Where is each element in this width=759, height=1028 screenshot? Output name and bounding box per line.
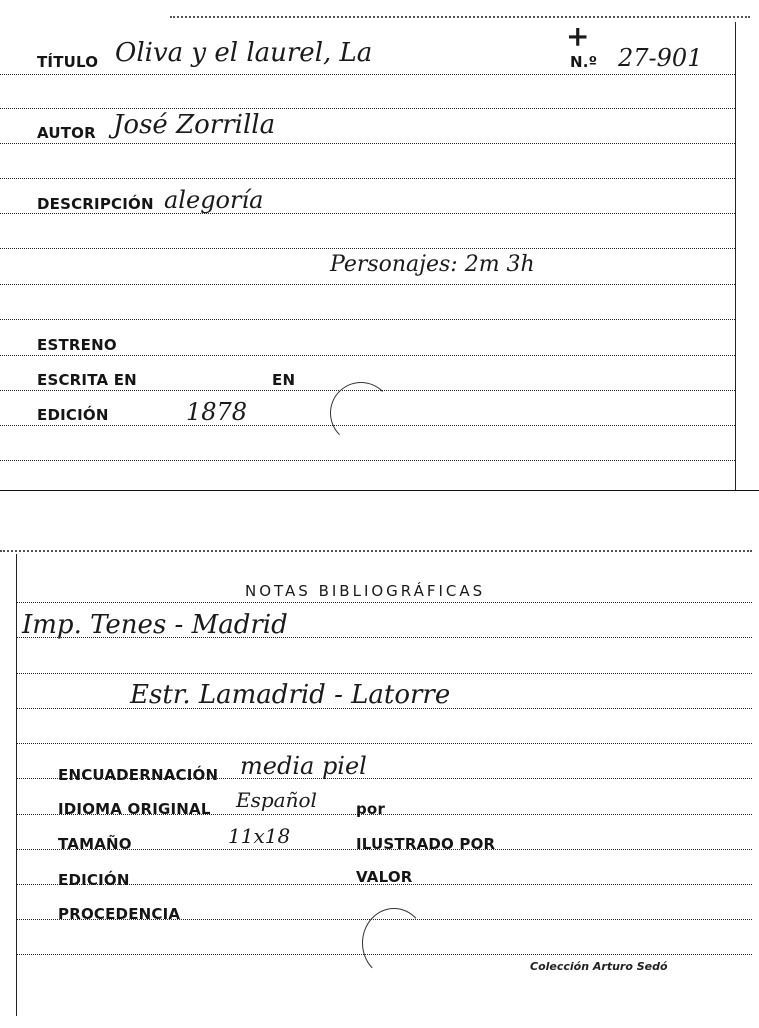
rule [0, 74, 735, 75]
card-right-border [735, 22, 736, 490]
autor-value: José Zorrilla [113, 110, 276, 140]
torn-edge [170, 16, 750, 18]
rule [0, 143, 735, 144]
numero-value: 27-901 [618, 44, 703, 72]
rule [0, 178, 735, 179]
rule [0, 355, 735, 356]
stamp-mark [362, 908, 426, 978]
stamp-mark [330, 382, 392, 444]
note-line-2: Estr. Lamadrid - Latorre [130, 680, 451, 710]
titulo-label: TÍTULO [37, 53, 99, 71]
numero-label: N.º [570, 53, 598, 71]
edicion-label-back: EDICIÓN [58, 871, 130, 889]
rule [0, 460, 735, 461]
personajes-value: Personajes: 2m 3h [330, 252, 535, 277]
rule [16, 602, 752, 603]
coleccion-label: Colección Arturo Sedó [530, 960, 668, 973]
encuadernacion-value: media piel [240, 752, 367, 780]
catalog-card-front [0, 0, 759, 492]
autor-label: AUTOR [37, 124, 96, 142]
rule [0, 319, 735, 320]
numero-cross: + [566, 20, 590, 53]
rule [16, 743, 752, 744]
rule [0, 213, 735, 214]
catalog-card-back [0, 540, 759, 1028]
note-line-1: Imp. Tenes - Madrid [22, 610, 288, 640]
escrita-label: ESCRITA EN [37, 371, 137, 389]
torn-edge [0, 550, 752, 552]
card-bottom-edge [0, 490, 759, 491]
rule [0, 108, 735, 109]
card-left-border [16, 554, 17, 1016]
edicion-label: EDICIÓN [37, 406, 109, 424]
edicion-value: 1878 [186, 398, 248, 426]
notas-heading: NOTAS BIBLIOGRÁFICAS [245, 582, 486, 600]
rule [0, 248, 735, 249]
descripcion-label: DESCRIPCIÓN [37, 195, 154, 213]
rule [16, 673, 752, 674]
en-label: EN [272, 371, 296, 389]
por-label: por [356, 800, 386, 818]
encuadernacion-label: ENCUADERNACIÓN [58, 766, 219, 784]
rule [0, 284, 735, 285]
estreno-label: ESTRENO [37, 336, 117, 354]
ilustrado-label: ILUSTRADO POR [356, 835, 496, 853]
idioma-label: IDIOMA ORIGINAL [58, 800, 211, 818]
titulo-value: Oliva y el laurel, La [115, 38, 373, 68]
idioma-value: Español [236, 788, 317, 812]
tamano-label: TAMAÑO [58, 835, 132, 853]
valor-label: VALOR [356, 868, 413, 886]
procedencia-label: PROCEDENCIA [58, 905, 181, 923]
descripcion-value: alegoría [164, 186, 264, 214]
tamano-value: 11x18 [228, 824, 291, 848]
